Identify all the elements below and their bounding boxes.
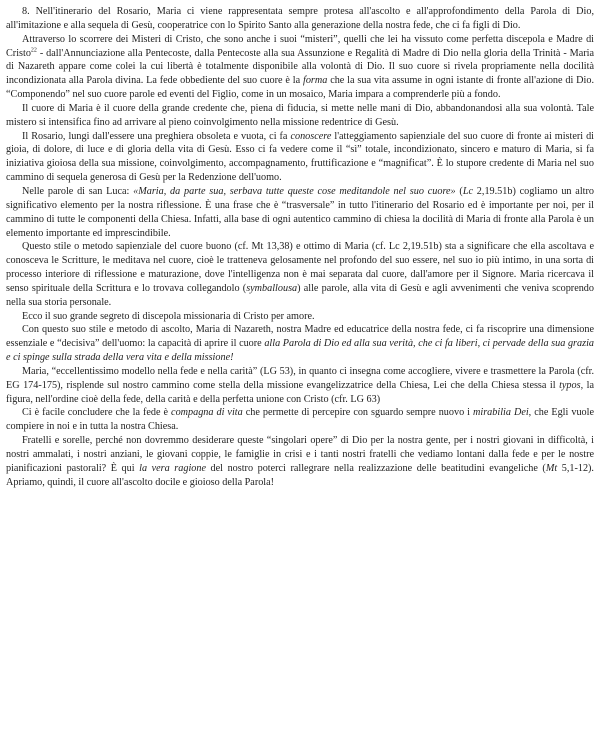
italic-text: Mt (545, 462, 558, 474)
paragraph (6, 323, 594, 365)
text-run: 2,19.51b) cogliamo un altro significativo elemento per la nostra riflessione. È una frase che è “trasversale” in tutto l'itinerario del Rosario ed è importante per noi, per il cammino di tutte le componenti della Chiesa. Infatti, alla base di ogni autentico cammino di chiesa la docilità di Maria di fronte alla Parola è un elemento importante ed imprescindibile. (6, 185, 594, 239)
text-run: Ci è facile concludere che la fede è (22, 407, 172, 419)
text-run: 5,1-12). Apriamo, quindi, il cuore all'ascolto docile e gioioso della Parola! (6, 462, 594, 488)
italic-text: «Maria, da parte sua, serbava tutte queste cose meditandole nel suo cuore» (133, 185, 456, 197)
paragraph (6, 130, 594, 185)
paragraph (6, 434, 594, 489)
italic-text: la vera ragione (139, 462, 206, 474)
italic-text: compagna di vita (171, 407, 243, 419)
paragraph (6, 185, 594, 240)
text-run: del nostro poterci rallegrare nella realizzazione delle beatitudini evangeliche ( (205, 462, 546, 474)
text-run: Il Rosario, lungi dall'essere una preghiera obsoleta e vuota, ci fa (22, 130, 291, 142)
italic-text: alla Parola di Dio ed alla sua verità, che ci fa liberi, ci pervade della sua grazia e ci spinge sulla strada della vera vita e della missione! (6, 338, 594, 364)
text-run: la figura, nell'ordine cioè della fede, della carità e della perfetta unione con Cristo (cfr. LG 63) (6, 379, 594, 405)
paragraph (6, 240, 594, 309)
footnote-reference: 22 (30, 47, 37, 54)
text-run: Nelle parole di san Luca: (22, 185, 134, 197)
italic-text: forma (303, 75, 328, 87)
italic-text: conoscere (290, 130, 332, 142)
text-run: Questo stile o metodo sapienziale del cuore buono (cf. Mt 13,38) e ottimo di Maria (cf. Lc 2,19.51b) sta a significare che ella ascoltava e conosceva le Scritture, le meditava nel cuore, cioè le tratteneva gelosamente nel profondo del suo essere, nel suo io più intimo, in una sorta di processo interiore di riflessione e maturazione, dove l'intelligenza non è mai separata dal cuore, dall'amore per il Signore. Maria ricercava il senso spirituale della Scrittura e lo trovava collegandolo ( (6, 241, 594, 294)
paragraph (6, 5, 594, 33)
text-run: che la sua vita assume in ogni istante di fronte all'azione di Dio. “Componendo” nel suo cuore parole ed eventi del Figlio, come in un mosaico, Maria impara a comprenderle più a fondo. (6, 75, 594, 101)
text-run: Ecco il suo grande segreto di discepola missionaria di Cristo per amore. (22, 310, 315, 322)
text-run: , che Egli vuole compiere in noi e in tutta la nostra Chiesa. (6, 407, 594, 433)
text-run: - dall'Annunciazione alla Pentecoste, dalla Pentecoste alla sua Assunzione e Regalità di Madre di Dio nella gloria della Trinità - Maria di Nazareth appare come colei la cui libertà è totalmente disponibile alla volontà di Dio. Il suo cuore si rivela propriamente nella docilità incondizionata alla Parola divina. La fede obbediente del suo cuore è la (6, 47, 594, 87)
text-run: ( (455, 185, 463, 197)
text-run: che permette di percepire con sguardo sempre nuovo i (242, 407, 474, 419)
text-run: 8. Nell'itinerario del Rosario, Maria ci viene rappresentata sempre protesa all'ascolto e all'approfondimento della Parola di Dio, all'imitazione e alla sequela di Gesù, cooperatrice con lo Spirito Santo alla generazione della nostra fede, che ci fa figli di Dio. (6, 6, 594, 31)
italic-text: symballousa (246, 282, 298, 294)
paragraph (6, 406, 594, 434)
text-run: Maria, “eccellentissimo modello nella fede e nella carità” (LG 53), in quanto ci insegna come accogliere, vivere e trasmettere la Parola (cfr. EG 174-175), risplende sul nostro cammino come stella della missione evangelizzatrice della Chiesa, Lei che della Chiesa stessa il (6, 365, 594, 391)
text-run: Con questo suo stile e metodo di ascolto, Maria di Nazareth, nostra Madre ed educatrice della nostra fede, ci fa riscoprire una dimensione essenziale e “decisiva” dell'uomo: la capacità di aprire il cuore (6, 324, 594, 350)
text-run: Attraverso lo scorrere dei Misteri di Cristo, che sono anche i suoi “misteri”, quelli che lei ha vissuto come perfetta discepola e Madre di Cristo (6, 33, 594, 59)
italic-text: Lc (462, 185, 474, 197)
italic-text: mirabilia Dei (473, 407, 529, 419)
text-run: l'atteggiamento sapienziale del suo cuore di fronte ai misteri di gioia, di dolore, di luce e di gloria della vita di Gesù. Esso ci fa vedere come il “sì” totale, incondizionato, sincero e maturo di Maria, si fa iniziativa gioiosa della sua missione, coinvolgimento, accompagnamento, fruttificazione e “magnificat”. È lo stupore credente di Maria nel suo cammino di sequela generosa di Gesù per la Redenzione dell'uomo. (6, 130, 594, 184)
text-run: ) alle parole, alla vita di Gesù e agli avvenimenti che veniva scoprendo nella sua storia personale. (6, 282, 594, 308)
text-run: Fratelli e sorelle, perché non dovremmo desiderare queste “singolari opere” di Dio per la nostra gente, per i nostri giovani in difficoltà, i nostri ammalati, i nostri anziani, le giovani coppie, le famiglie in crisi e i tanti nostri fratelli che vediamo lontani dalla fede e per le nostre pianificazioni pastorali? È qui (6, 435, 594, 474)
paragraph (6, 33, 594, 102)
paragraph (6, 102, 594, 130)
text-run: Il cuore di Maria è il cuore della grande credente che, piena di fiducia, si mette nelle mani di Dio, abbandonandosi alla sua volontà. Tale mistero si intensifica fino ad arrivare al pieno coinvolgimento nella missione redentrice di Gesù. (6, 102, 594, 128)
italic-text: typos, (559, 379, 584, 391)
paragraph (6, 365, 594, 407)
paragraph (6, 310, 594, 324)
